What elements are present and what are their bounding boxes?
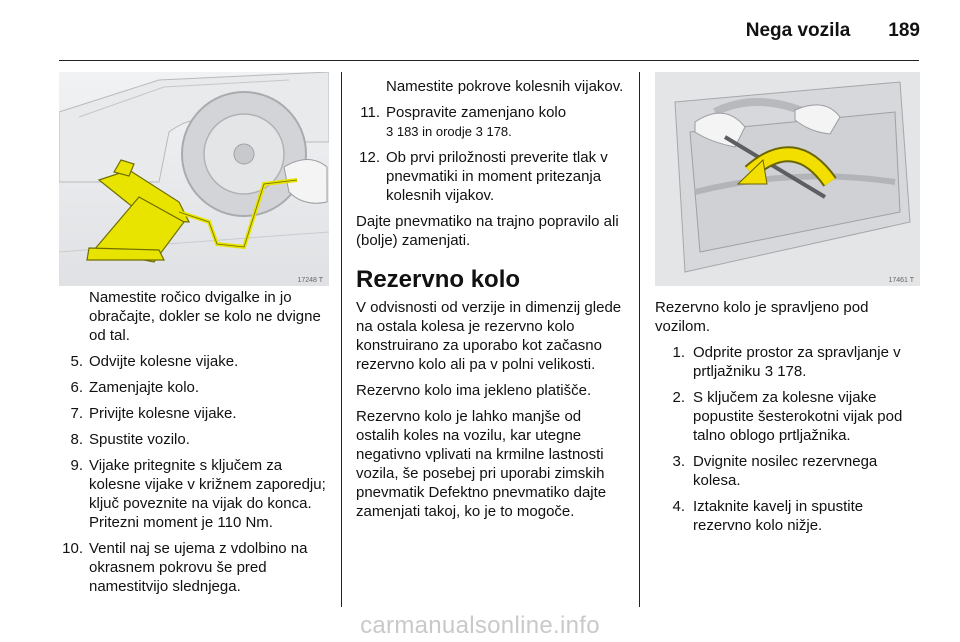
list-item xyxy=(59,378,329,397)
list-text: Spustite vozilo. xyxy=(89,431,190,448)
car-jack-drawing xyxy=(59,72,329,286)
car-jack-illustration xyxy=(59,72,329,286)
spare-wheel-trunk-illustration xyxy=(655,72,920,286)
list-number: 11. xyxy=(360,104,380,121)
list-item xyxy=(356,103,628,141)
list-item xyxy=(59,352,329,371)
list-number: 3. xyxy=(672,453,685,470)
list-text: Zamenjajte kolo. xyxy=(89,379,200,396)
list-number: 12. xyxy=(359,149,380,166)
list-number: 1. xyxy=(672,344,685,361)
column-3 xyxy=(655,298,920,542)
list-item xyxy=(59,404,329,423)
list-number: 2. xyxy=(672,389,685,406)
list-item xyxy=(655,343,920,381)
spare-wheel-drawing xyxy=(655,72,920,286)
column-divider-1 xyxy=(341,72,342,607)
list-text: Privijte kolesne vijake. xyxy=(89,405,237,422)
list-text: Vijake pritegnite s ključem za kolesne vijake v križnem zaporedju; ključ poveznite na vijak do konca. Pritezni moment je 110 Nm. xyxy=(89,457,326,531)
paragraph: Rezervno kolo ima jekleno platišče. xyxy=(356,382,592,399)
list-text: Dvignite nosilec rezervnega kolesa. xyxy=(693,453,878,489)
list-text: Iztaknite kavelj in spustite rezervno kolo nižje. xyxy=(693,498,864,534)
list-text: Pospravite zamenjano kolo xyxy=(386,104,567,121)
column-divider-2 xyxy=(639,72,640,607)
list-item xyxy=(59,456,329,532)
list-item xyxy=(59,539,329,596)
list-item xyxy=(655,388,920,445)
list-number: 9. xyxy=(70,457,83,474)
list-number: 10. xyxy=(62,540,83,557)
page-title: Nega vozila xyxy=(745,20,851,41)
figure-code: 17461 T xyxy=(888,277,914,284)
list-text: Ventil naj se ujema z vdolbino na okrasnem pokrovu še pred namestitvijo slednjega. xyxy=(89,540,308,595)
list-text: Odvijte kolesne vijake. xyxy=(89,353,239,370)
list-number: 7. xyxy=(70,405,83,422)
header-rule xyxy=(59,60,919,61)
paragraph: Rezervno kolo je lahko manjše od ostalih koles na vozilu, kar utegne negativno vplivati na krmilne lastnosti vozila, še posebej pri uporabi zimskih pnevmatik Defektno pnevmatiko dajte zamenjati takoj, ko je to mogoče. xyxy=(356,408,607,520)
paragraph: Dajte pnevmatiko na trajno popravilo ali (bolje) zamenjati. xyxy=(356,213,619,249)
watermark: carmanualsonline.info xyxy=(360,612,600,639)
cross-reference: 3 183 in orodje 3 178. xyxy=(386,124,512,139)
list-text: S ključem za kolesne vijake popustite šesterokotni vijak pod talno oblogo prtljažnika. xyxy=(693,389,903,444)
paragraph: Namestite ročico dvigalke in jo obračajte, dokler se kolo ne dvigne od tal. xyxy=(89,289,321,344)
page-number: 189 xyxy=(888,20,920,41)
figure-code: 17248 T xyxy=(297,277,323,284)
list-item xyxy=(655,452,920,490)
list-item xyxy=(655,497,920,535)
list-text: Odprite prostor za spravljanje v prtljažniku 3 178. xyxy=(693,344,901,380)
paragraph: Rezervno kolo je spravljeno pod vozilom. xyxy=(655,299,869,335)
column-1 xyxy=(59,288,329,603)
list-text: Ob prvi priložnosti preverite tlak v pnevmatiki in moment pritezanja kolesnih vijakov. xyxy=(386,149,608,204)
column-2 xyxy=(356,77,628,528)
list-item xyxy=(59,430,329,449)
list-item xyxy=(356,148,628,205)
list-number: 5. xyxy=(70,353,83,370)
list-number: 4. xyxy=(672,498,685,515)
list-number: 6. xyxy=(70,379,83,396)
paragraph: Namestite pokrove kolesnih vijakov. xyxy=(386,78,624,95)
paragraph: V odvisnosti od verzije in dimenzij glede na ostala kolesa je rezervno kolo konstruirano za uporabo kot začasno rezervno kolo ali pa v polni velikosti. xyxy=(356,299,622,373)
section-title: Rezervno kolo xyxy=(356,266,521,293)
page-header xyxy=(746,20,920,42)
list-number: 8. xyxy=(70,431,83,448)
